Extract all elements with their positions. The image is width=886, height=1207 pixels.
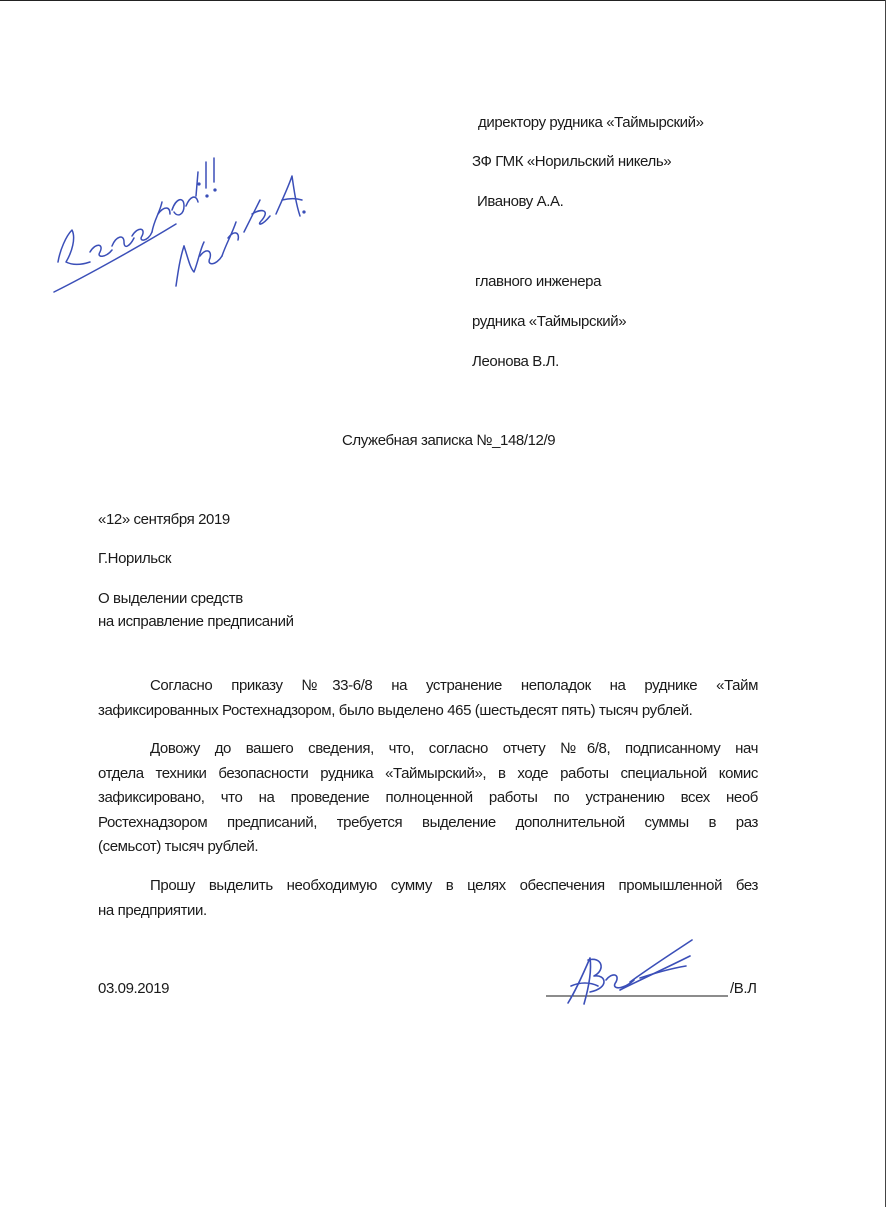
addressee-from-name: Леонова В.Л. (472, 353, 559, 370)
footer-date: 03.09.2019 (98, 980, 170, 997)
body-line: Согласно приказу №33-6/8 на устранение неполадок на руднике «Тайм (150, 677, 758, 694)
body-line: Довожу до вашего сведения, что, согласно отчету №6/8, подписанному нач (150, 740, 758, 757)
signature-name: /В.Л (730, 980, 757, 997)
body-line: Прошу выделить необходимую сумму в целях обеспечения промышленной без (150, 877, 758, 894)
resolution-scribble (54, 158, 216, 292)
memo-date: «12» сентября 2019 (98, 511, 230, 528)
addressee-from-line1: главного инженера (475, 273, 602, 290)
memo-subject-line1: О выделении средств (98, 590, 243, 607)
addressee-to-line2: ЗФ ГМК «Норильский никель» (472, 153, 672, 170)
body-line: отдела техники безопасности рудника «Таймырский», в ходе работы специальной комис (98, 764, 758, 782)
memo-city: Г.Норильск (98, 550, 171, 567)
addressee-from-line2: рудника «Таймырский» (472, 313, 627, 330)
memo-title: Служебная записка №_148/12/9 (342, 432, 556, 449)
body-line: Ростехнадзором предписаний, требуется выделение дополнительной суммы в раз (98, 813, 758, 831)
resolution-name-scribble (176, 176, 305, 286)
body-line: зафиксировано, что на проведение полноценной работы по устранению всех необ (98, 789, 758, 806)
body-line: зафиксированных Ростехнадзором, было выделено 465 (шестьдесят пять) тысяч рублей. (98, 701, 693, 719)
body-line: (семьсот) тысяч рублей. (98, 838, 259, 855)
memo-subject-line2: на исправление предписаний (98, 613, 294, 630)
addressee-to-line1: директору рудника «Таймырский» (478, 114, 704, 131)
addressee-to-name: Иванову А.А. (477, 193, 564, 210)
body-line: на предприятии. (98, 901, 207, 919)
